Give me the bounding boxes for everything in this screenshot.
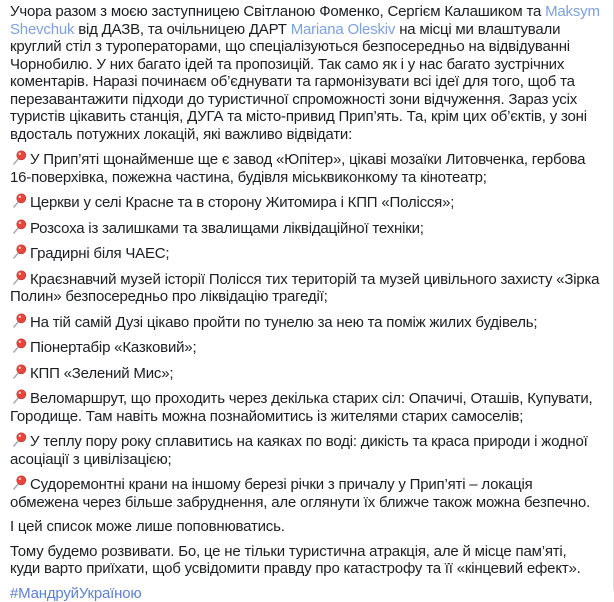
list-item: [10, 150, 600, 186]
intro-text-1: Учора разом з моєю заступницею Світланою Фоменко, Сергієм Калашиком та: [10, 3, 545, 20]
round-pushpin-icon: [10, 364, 27, 380]
list-item: [10, 244, 600, 263]
list-item: [10, 219, 600, 238]
list-item-text: Розсоха із залишками та звалищами ліквідаційної техніки;: [30, 220, 424, 237]
list-item-text: Веломаршрут, що проходить через декілька старих сіл: Опачичі, Оташів, Купувати, Городище. Там навіть можна познайомитись із жителями старих самоселів;: [10, 390, 593, 425]
list-item: [10, 475, 600, 511]
round-pushpin-icon: [10, 244, 27, 260]
list-item: [10, 364, 600, 383]
intro-text-2: від ДАЗВ, та очільницею ДАРТ: [74, 21, 290, 38]
round-pushpin-icon: [10, 150, 27, 166]
list-item: [10, 338, 600, 357]
list-item-text: КПП «Зелений Мис»;: [30, 365, 173, 382]
profile-link-maksym-shevchuk[interactable]: Maksym Shevchuk: [10, 3, 600, 38]
hashtag-link[interactable]: #МандруйУкраїною: [10, 585, 141, 602]
list-item-text: Піонертабір «Казковий»;: [30, 339, 196, 356]
round-pushpin-icon: [10, 338, 27, 354]
post-outro-1: І цей список може лише поповнюватись.: [10, 518, 600, 536]
round-pushpin-icon: [10, 432, 27, 448]
list-item-text: Церкви у селі Красне та в сторону Житомира і КПП «Полісся»;: [30, 194, 454, 211]
list-item-text: У Прип’яті щонайменше ще є завод «Юпітер», цікаві мозаїки Литовченка, гербова 16-поверхівка, пожежна частина, будівля міськвиконкому та кінотеатр;: [10, 151, 585, 186]
intro-text-3: на місці ми влаштували круглий стіл з туроператорами, що спеціалізуються безпосередньо на відвідуванні Чорнобилю. У них багато ідей та пропозицій. Так само як і у нас багато зустрічних коментарів. Наразі починаєм об’єднувати та гармонізувати всі ідеї для того, щоб та перезавантажити підходи до туристичної спроможності зони відчуження. Зараз усіх туристів цікавить станція, ДУГА та місто-привид Прип’ять. Та, крім цих об’єктів, у зоні вдосталь потужних локацій, які важливо відвідати:: [10, 21, 587, 143]
list-item-text: Градирні біля ЧАЕС;: [30, 245, 169, 262]
round-pushpin-icon: [10, 219, 27, 235]
list-item-text: Судоремонтні крани на іншому березі річки з причалу у Прип’яті – локація обмежена через більше забруднення, але оглянути їх ближче також можна безпечно.: [10, 476, 590, 511]
list-item: [10, 389, 600, 425]
hashtag-paragraph: [10, 585, 600, 602]
round-pushpin-icon: [10, 475, 27, 491]
list-item-text: У теплу пору року сплавитись на каяках по воді: дикість та краса природи і жодної асоціації з цивілізацією;: [10, 433, 588, 468]
round-pushpin-icon: [10, 313, 27, 329]
list-item: [10, 193, 600, 212]
profile-link-mariana-oleskiv[interactable]: Mariana Oleskiv: [291, 21, 396, 38]
list-item: [10, 270, 600, 306]
round-pushpin-icon: [10, 389, 27, 405]
list-item: [10, 432, 600, 468]
list-item-text: На тій самій Дузі цікаво пройти по тунелю за нею та поміж жилих будівель;: [30, 314, 537, 331]
post-outro-2: Тому будемо розвивати. Бо, це не тільки туристична атракція, але й місце пам’яті, куди варто приїхати, щоб усвідомити правду про катастрофу та її «кінцевий ефект».: [10, 543, 600, 578]
round-pushpin-icon: [10, 270, 27, 286]
round-pushpin-icon: [10, 193, 27, 209]
list-item: [10, 313, 600, 332]
post-intro-paragraph: [10, 3, 600, 143]
list-item-text: Краєзнавчий музей історії Полісся тих територій та музей цивільного захисту «Зірка Полин» безпосередньо про ліквідацію трагедії;: [10, 271, 599, 306]
